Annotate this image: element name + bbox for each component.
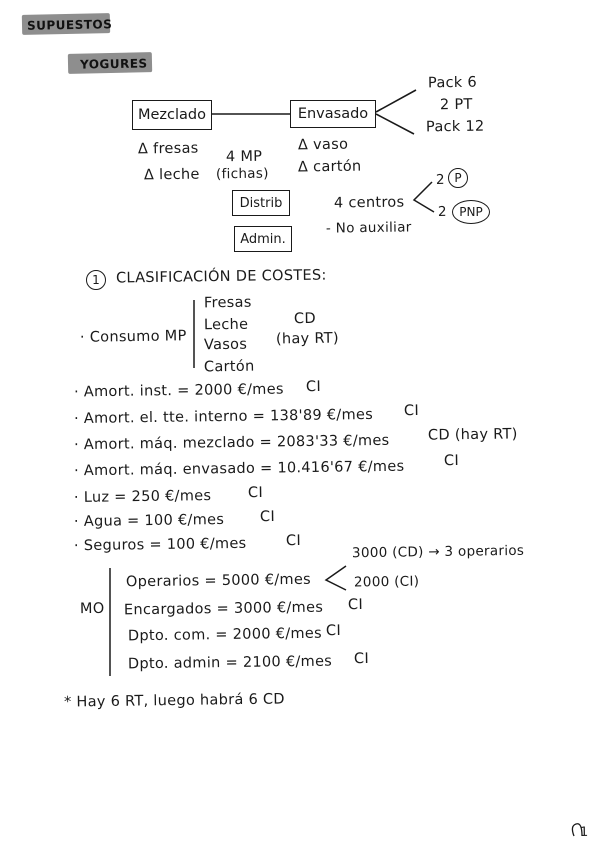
delta-leche-label: Δ leche [143, 166, 200, 184]
cost-line: · Agua = 100 €/mes [73, 511, 225, 531]
cost-tag: CI [403, 402, 420, 420]
cost-line: · Amort. máq. envasado = 10.416'67 €/mes [73, 458, 405, 480]
delta-fresas-label: Δ fresas [137, 140, 199, 158]
section-number-circle: 1 [86, 270, 106, 290]
pnp-circle: PNP [452, 200, 490, 224]
page-number: 1 [579, 824, 589, 841]
cost-line: · Amort. el. tte. interno = 138'89 €/mes [73, 406, 374, 428]
fichas-label: (fichas) [215, 165, 269, 183]
footer-note: * Hay 6 RT, luego habrá 6 CD [63, 691, 285, 711]
mo-row: Encargados = 3000 €/mes [123, 599, 324, 619]
cost-line: · Amort. inst. = 2000 €/mes [73, 381, 284, 401]
mo-tag: CI [325, 622, 342, 640]
centros-label: 4 centros [333, 194, 405, 212]
mp-4-label: 4 MP [225, 148, 263, 166]
mo-split-cd: 3000 (CD) → 3 operarios [351, 542, 525, 562]
mo-tag: CI [347, 596, 364, 614]
pack-12-label: Pack 12 [425, 118, 485, 136]
two-p-label: 2 [435, 171, 445, 189]
cost-tag: CD (hay RT) [427, 426, 518, 444]
cost-line: · Seguros = 100 €/mes [73, 535, 247, 555]
cost-tag: CI [443, 452, 460, 470]
section-title: CLASIFICACIÓN DE COSTES: [115, 267, 327, 287]
envasado-box: Envasado [290, 100, 376, 128]
consumo-item-vasos: Vasos [203, 336, 248, 354]
cost-tag: CI [259, 508, 276, 526]
mo-row: Dpto. com. = 2000 €/mes [127, 625, 323, 645]
consumo-item-carton: Cartón [203, 358, 255, 376]
cost-tag: CI [305, 378, 322, 396]
mezclado-box: Mezclado [132, 100, 212, 130]
pt-2-label: 2 PT [439, 96, 473, 114]
cost-line: · Luz = 250 €/mes [73, 488, 212, 506]
distrib-box: Distrib [232, 190, 290, 216]
mo-row: Operarios = 5000 €/mes [125, 571, 312, 591]
p-circle: P [448, 168, 468, 188]
consumo-item-fresas: Fresas [203, 294, 252, 312]
heading-yogures: YOGURES [79, 56, 148, 72]
no-auxiliar-label: - No auxiliar [325, 219, 412, 237]
two-pnp-label: 2 [437, 203, 447, 221]
delta-vaso-label: Δ vaso [297, 136, 349, 154]
cost-line: · Amort. máq. mezclado = 2083'33 €/mes [73, 432, 390, 454]
consumo-cd: CD [293, 310, 316, 328]
mo-split-ci: 2000 (CI) [353, 573, 420, 591]
mo-tag: CI [353, 650, 370, 668]
consumo-mp-label: · Consumo MP [79, 328, 187, 346]
delta-carton-label: Δ cartón [297, 158, 362, 176]
cost-tag: CI [285, 532, 302, 550]
consumo-item-leche: Leche [203, 316, 249, 334]
consumo-note: (hay RT) [275, 330, 339, 348]
admin-box: Admin. [234, 226, 292, 252]
heading-supuestos: SUPUESTOS [26, 17, 113, 33]
mo-label: MO [79, 600, 105, 618]
cost-tag: CI [247, 484, 264, 502]
mo-row: Dpto. admin = 2100 €/mes [127, 653, 333, 673]
pack-6-label: Pack 6 [427, 74, 478, 92]
